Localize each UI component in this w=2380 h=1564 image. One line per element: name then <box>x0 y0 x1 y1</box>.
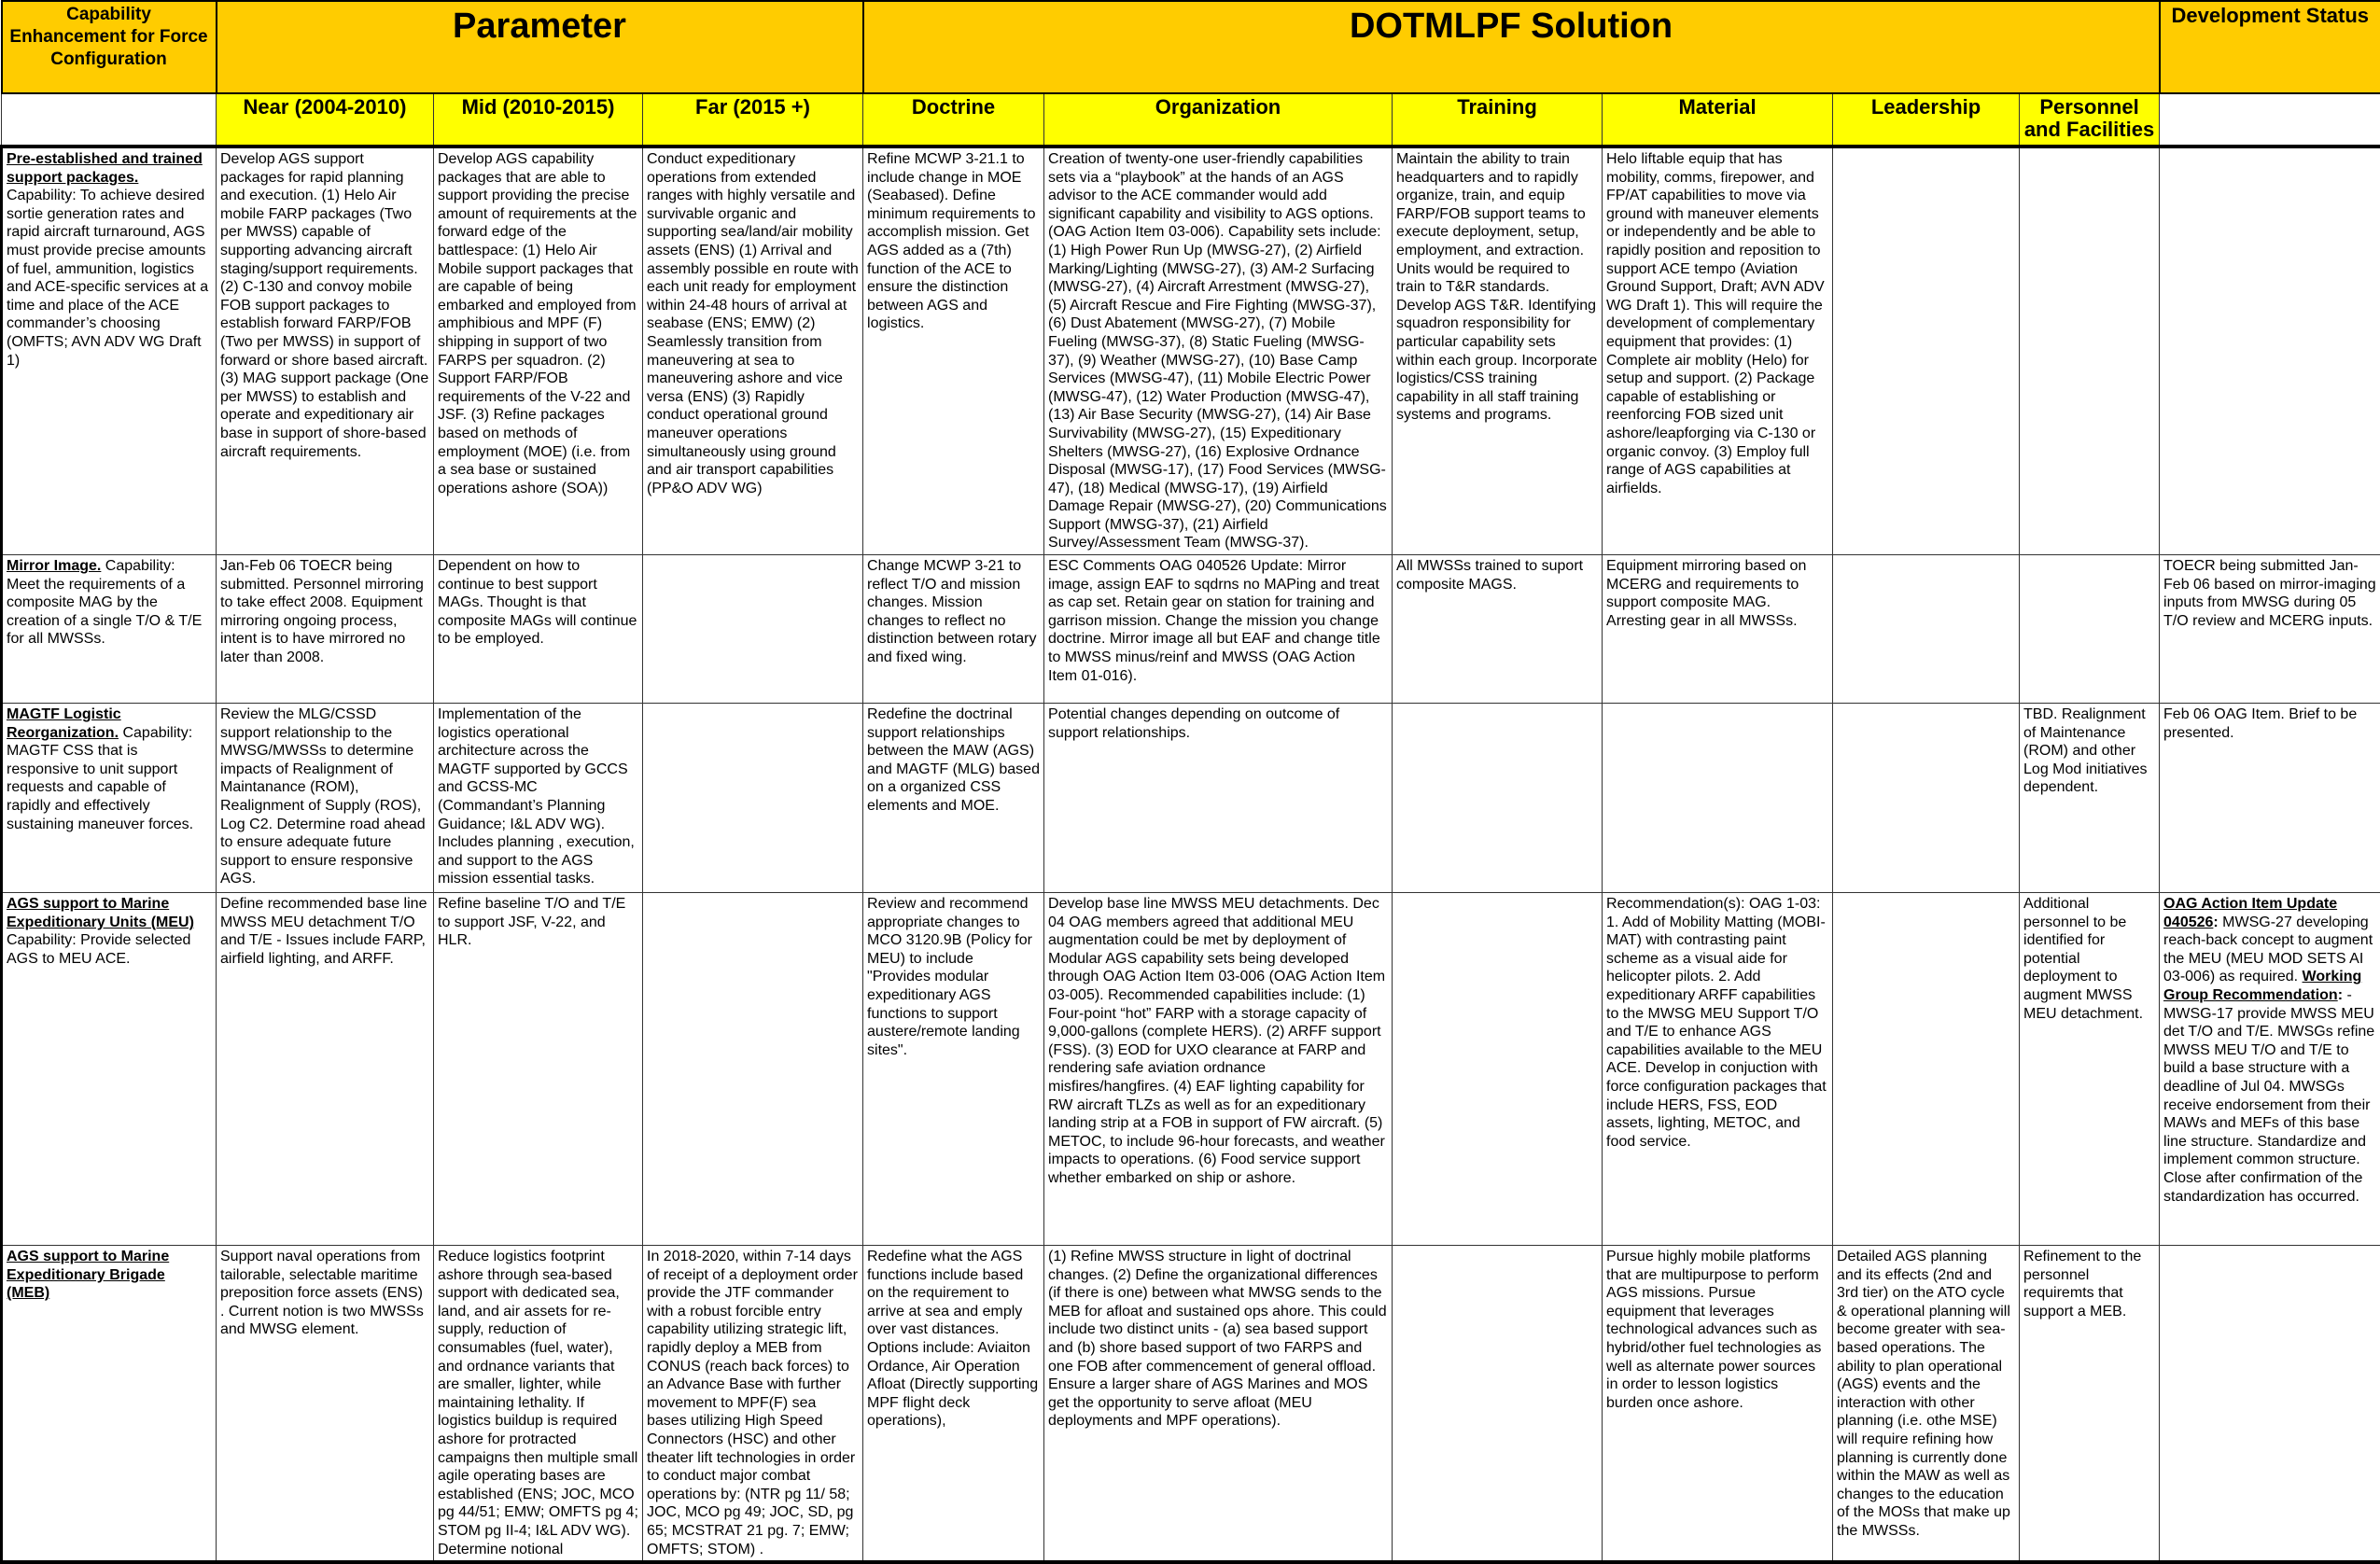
mid-cell: Dependent on how to continue to best support MAGs. Thought is that composite MAGs will continue to be employed. <box>434 555 643 704</box>
organization-cell: Potential changes depending on outcome of support relationships. <box>1044 704 1393 893</box>
capability-description: Capability: Meet the requirements of a composite MAG by the creation of a single T/O & T/E for all MWSSs. <box>7 558 202 647</box>
mid-cell: Implementation of the logistics operational architecture across the MAGTF supported by GCCS and GCSS-MC (Commandant’s Planning Guidance; I&L ADV WG). Includes planning , execution, and support to the AGS mission essential tasks. <box>434 704 643 893</box>
capability-title: MAGTF Logistic Reorganization. <box>7 706 121 741</box>
mid-cell: Develop AGS capability packages that are able to support providing the precise amount of requirements at the forward edge of the battlespace: (1) Helo Air Mobile support packages that are capable of being embarked and employed from amphibious and MPF (F) shipping in support of two FARPS per squadron. (2) Support FARP/FOB requirements of the V-22 and JSF. (3) Refine packages based on methods of employment (MOE) (i.e. from a sea base or sustained operations ashore (SOA)) <box>434 147 643 555</box>
far-cell <box>643 893 863 1246</box>
leadership-cell <box>1833 555 2020 704</box>
doctrine-cell: Change MCWP 3-21 to reflect T/O and mission changes. Mission changes to reflect no distinction between rotary and fixed wing. <box>863 555 1044 704</box>
far-cell <box>643 555 863 704</box>
material-cell: Helo liftable equip that has mobility, comms, firepower, and FP/AT capabilities to move via ground with maneuver elements or independently and be able to rapidly position and reposition to support ACE tempo (Aviation Ground Support, Draft; AVN ADV WG Draft 1). This will require the development of complementary equipment that provides: (1) Complete air moblity (Helo) for setup and support. (2) Package capable of establishing or reenforcing FOB sized unit ashore/leapforging via C-130 or organic convoy. (3) Employ full range of AGS capabilities at airfields. <box>1603 147 1833 555</box>
development-status-cell: Feb 06 OAG Item. Brief to be presented. <box>2160 704 2380 893</box>
capability-cell <box>2 704 217 893</box>
capability-cell <box>2 893 217 1246</box>
header-capability: Capability Enhancement for Force Configuration <box>2 1 217 93</box>
subheader-blank <box>2 93 217 147</box>
far-cell: Conduct expeditionary operations from extended ranges with highly versatile and survivable organic and supporting sea/land/air mobility assets (ENS) (1) Arrival and assembly possible en route with each unit ready for employment within 24-48 hours of arrival at seabase (ENS; EMW) (2) Seamlessly transition from maneuvering at sea to maneuvering ashore and vice versa (ENS) (3) Rapidly conduct operational ground maneuver operations simultaneously using ground and air transport capabilities (PP&O ADV WG) <box>643 147 863 555</box>
development-status-cell <box>2160 147 2380 555</box>
subheader-far: Far (2015 +) <box>643 93 863 147</box>
far-cell <box>643 704 863 893</box>
training-cell: Maintain the ability to train headquarters and to rapidly organize, train, and equip FARP/FOB support teams to execute deployment, setup, employment, and extraction. Units would be required to train to T&R standards. Develop AGS T&R. Identifying squadron responsibility for particular capability sets within each group. Incorporate logistics/CSS training capability in all staff training systems and programs. <box>1393 147 1603 555</box>
table-row <box>2 147 2380 555</box>
material-cell: Recommendation(s): OAG 1-03: 1. Add of Mobility Matting (MOBI-MAT) with contrasting paint scheme as a visual aide for helicopter pilots. 2. Add expeditionary ARFF capabilities to the MWSG MEU Support T/O and T/E to enhance AGS capabilities available to the MEU ACE. Develop in conjuction with force configuration packages that include HERS, FSS, EOD assets, lighting, METOC, and food service. <box>1603 893 1833 1246</box>
organization-cell: ESC Comments OAG 040526 Update: Mirror image, assign EAF to sqdrns no MAPing and treat as cap set. Retain gear on station for training and garrison mission. Change the mission you change doctrine. Mirror image all but EAF and change title to MWSS minus/reinf and MWSS (OAG Action Item 01-016). <box>1044 555 1393 704</box>
capability-description: Capability: MAGTF CSS that is responsive to unit support requests and capable of rapidly and effectively sustaining maneuver forces. <box>7 725 193 832</box>
personnel-cell: Additional personnel to be identified for potential deployment to augment MWSS MEU detachment. <box>2020 893 2160 1246</box>
capability-description: Capability: Provide selected AGS to MEU ACE. <box>7 932 190 967</box>
development-status-cell <box>2160 893 2380 1246</box>
development-status-cell <box>2160 1246 2380 1563</box>
capability-title: Mirror Image. <box>7 558 101 574</box>
organization-cell: Creation of twenty-one user-friendly capabilities sets via a “playbook” at the hands of an AGS advisor to the ACE commander would add significant capability and visibility to AGS options. (OAG Action Item 03-006). Capability sets include: (1) High Power Run Up (MWSG-27), (2) Airfield Marking/Lighting (MWSG-27), (3) AM-2 Surfacing (MWSG-27), (4) Aircraft Arrestment (MWSG-27), (5) Aircraft Rescue and Fire Fighting (MWSG-37), (6) Dust Abatement (MWSG-27), (7) Mobile Fueling (MWSG-37), (8) Static Fueling (MWSG-37), (9) Weather (MWSG-27), (10) Base Camp Services (MWSG-47), (11) Mobile Electric Power (MWSG-47), (12) Water Production (MWSG-47), (13) Air Base Security (MWSG-27), (14) Air Base Survivability (MWSG-27), (15) Expeditionary Shelters (MWSG-27), (16) Explosive Ordnance Disposal (MWSG-17), (17) Food Services (MWSG-47), (18) Medical (MWSG-17), (19) Airfield Damage Repair (MWSG-27), (20) Communications Support (MWSG-37), (21) Airfield Survey/Assessment Team (MWSG-37). <box>1044 147 1393 555</box>
subheader-near: Near (2004-2010) <box>217 93 434 147</box>
leadership-cell <box>1833 704 2020 893</box>
development-status-cell: TOECR being submitted Jan-Feb 06 based on mirror-imaging inputs from MWSG during 05 T/O review and MCERG inputs. <box>2160 555 2380 704</box>
doctrine-cell: Redefine the doctrinal support relationships between the MAW (AGS) and MAGTF (MLG) based on a organized CSS elements and MOE. <box>863 704 1044 893</box>
subheader-training: Training <box>1393 93 1603 147</box>
leadership-cell <box>1833 893 2020 1246</box>
subheader-status-blank <box>2160 93 2380 147</box>
header-dotmlpf: DOTMLPF Solution <box>863 1 2160 93</box>
near-cell: Review the MLG/CSSD support relationship to the MWSG/MWSSs to determine impacts of Realignment of Maintanance (ROM), Realignment of Supply (ROS), Log C2. Determine road ahead to ensure adequate future support to ensure responsive AGS. <box>217 704 434 893</box>
capability-cell <box>2 147 217 555</box>
subheader-mid: Mid (2010-2015) <box>434 93 643 147</box>
training-cell: All MWSSs trained to suport composite MAGS. <box>1393 555 1603 704</box>
capability-title: AGS support to Marine Expeditionary Units (MEU) <box>7 896 194 930</box>
doctrine-cell: Refine MCWP 3-21.1 to include change in MOE (Seabased). Define minimum requirements to accomplish mission. Get AGS added as a (7th) function of the ACE to ensure the distinction between AGS and logistics. <box>863 147 1044 555</box>
capability-description: Capability: To achieve desired sortie generation rates and rapid aircraft turnaround, AGS must provide precise amounts of fuel, ammunition, logistics and ACE-specific services at a time and place of the ACE commander’s choosing (OMFTS; AVN ADV WG Draft 1) <box>7 188 208 368</box>
capability-title: AGS support to Marine Expeditionary Brigade (MEB) <box>7 1249 169 1301</box>
personnel-cell <box>2020 555 2160 704</box>
subheader-organization: Organization <box>1044 93 1393 147</box>
table-row <box>2 893 2380 1246</box>
capability-cell <box>2 555 217 704</box>
mid-cell: Reduce logistics footprint ashore through sea-based support with dedicated sea, land, and air assets for re-supply, reduction of consumables (fuel, water), and ordnance variants that are smaller, lighter, while maintaining lethality. If logistics buildup is required ashore for protracted campaigns then multiple small agile operating bases are established (ENS; JOC, MCO pg 44/51; EMW; OMFTS pg 4; STOM pg II-4; I&L ADV WG). Determine notional <box>434 1246 643 1563</box>
material-cell <box>1603 704 1833 893</box>
material-cell: Equipment mirroring based on MCERG and requirements to support composite MAG. Arresting gear in all MWSSs. <box>1603 555 1833 704</box>
header-row <box>2 1 2380 93</box>
status-b-title: Working Group Recommendation <box>2163 969 2361 1003</box>
personnel-cell: Refinement to the personnel requiremts that support a MEB. <box>2020 1246 2160 1563</box>
training-cell <box>1393 704 1603 893</box>
near-cell: Support naval operations from tailorable, selectable maritime preposition force assets (ENS) . Current notion is two MWSSs and MWSG element. <box>217 1246 434 1563</box>
leadership-cell <box>1833 147 2020 555</box>
subheader-leadership: Leadership <box>1833 93 2020 147</box>
status-a-title: OAG Action Item Update 040526 <box>2163 896 2337 930</box>
subheader-row <box>2 93 2380 147</box>
status-a-colon: : <box>2213 915 2218 930</box>
organization-cell: Develop base line MWSS MEU detachments. Dec 04 OAG members agreed that additional MEU augmentation could be met by deployment of Modular AGS capability sets being developed through OAG Action Item 03-006 (OAG Action Item 03-005). Recommended capabilities include: (1) Four-point “hot” FARP with a storage capacity of 9,000-gallons (complete HERS). (2) ARFF support (FSS). (3) EOD for UXO clearance at FARP and rendering safe aviation ordnance misfires/hangfires. (4) EAF lighting capability for RW aircraft TLZs as well as for an expeditionary landing strip at a FOB in support of FW aircraft. (5) METOC, to include 96-hour forecasts, and weather impacts to operations. (6) Food service support whether embarked on ship or ashore. <box>1044 893 1393 1246</box>
near-cell: Develop AGS support packages for rapid planning and execution. (1) Helo Air mobile FARP packages (Two per MWSS) capable of supporting advancing aircraft staging/support requirements. (2) C-130 and convoy mobile FOB support packages to establish forward FARP/FOB (Two per MWSS) in support of forward or shore based aircraft. (3) MAG support package (One per MWSS) to establish and operate and expeditionary air base in support of shore-based aircraft requirements. <box>217 147 434 555</box>
table-row <box>2 1246 2380 1563</box>
doctrine-cell: Review and recommend appropriate changes to MCO 3120.9B (Policy for MEU) to include "Provides modular expeditionary AGS functions to support austere/remote landing sites". <box>863 893 1044 1246</box>
header-parameter: Parameter <box>217 1 863 93</box>
status-b-text: -MWSG-17 provide MWSS MEU det T/O and T/E. MWSGs refine MWSS MEU T/O and T/E to build a base structure with a deadline of Jul 04. MWSGs receive endorsement from their MAWs and MEFs of this base line structure. Standardize and implement common structure. Close after confirmation of the standardization has occurred. <box>2163 987 2374 1205</box>
training-cell <box>1393 1246 1603 1563</box>
status-a-text: MWSG-27 developing reach-back concept to augment the MEU (MEU MOD SETS AI 03-006) as required. <box>2163 915 2373 985</box>
subheader-doctrine: Doctrine <box>863 93 1044 147</box>
header-development-status: Development Status <box>2160 1 2380 93</box>
material-cell: Pursue highly mobile platforms that are multipurpose to perform AGS missions. Pursue equipment that leverages technological advances such as hybrid/other fuel technologies as well as alternate power sources in order to lesson logistics burden once ashore. <box>1603 1246 1833 1563</box>
organization-cell: (1) Refine MWSS structure in light of doctrinal changes. (2) Define the organizational differences (if there is one) between what MWSG sends to the MEB for afloat and sustained ops ahore. This could include two distinct units - (a) sea based support and (b) shore based support of two FARPS and one FOB after commencement of general offload. Ensure a larger share of AGS Marines and MOS get the opportunity to serve afloat (MEU deployments and MPF operations). <box>1044 1246 1393 1563</box>
near-cell: Jan-Feb 06 TOECR being submitted. Personnel mirroring to take effect 2008. Equipment mirroring ongoing process, intent is to have mirrored no later than 2008. <box>217 555 434 704</box>
far-cell: In 2018-2020, within 7-14 days of receipt of a deployment order provide the JTF commander with a robust forcible entry capability utilizing strategic lift, rapidly deploy a MEB from CONUS (reach back forces) to an Advance Base with further movement to MPF(F) sea bases utilizing High Speed Connectors (HSC) and other theater lift technologies in order to conduct major combat operations by: (NTR pg 11/ 58; JOC, MCO pg 49; JOC, SD, pg 65; MCSTRAT 21 pg. 7; EMW; OMFTS; STOM) . <box>643 1246 863 1563</box>
subheader-material: Material <box>1603 93 1833 147</box>
capability-cell <box>2 1246 217 1563</box>
personnel-cell: TBD. Realignment of Maintenance (ROM) and other Log Mod initiatives dependent. <box>2020 704 2160 893</box>
near-cell: Define recommended base line MWSS MEU detachment T/O and T/E - Issues include FARP, airfield lighting, and ARFF. <box>217 893 434 1246</box>
leadership-cell: Detailed AGS planning and its effects (2nd and 3rd tier) on the ATO cycle & operational planning will become greater with sea-based operations. The ability to plan operational (AGS) events and the interaction with other planning (i.e. othe MSE) will require refining how planning is currently done within the MAW as well as changes to the education of the MOSs that make up the MWSSs. <box>1833 1246 2020 1563</box>
training-cell <box>1393 893 1603 1246</box>
table-row <box>2 704 2380 893</box>
doctrine-cell: Redefine what the AGS functions include based on the requirement to arrive at sea and emply over vast distances. Options include: Aviaiton Ordance, Air Operation Afloat (Directly supporting MPF flight deck operations), <box>863 1246 1044 1563</box>
personnel-cell <box>2020 147 2160 555</box>
table-row <box>2 555 2380 704</box>
mid-cell: Refine baseline T/O and T/E to support JSF, V-22, and HLR. <box>434 893 643 1246</box>
capability-title: Pre-established and trained support packages. <box>7 151 203 186</box>
status-b-colon: : <box>2338 987 2343 1003</box>
subheader-personnel: Personnel and Facilities <box>2020 93 2160 147</box>
